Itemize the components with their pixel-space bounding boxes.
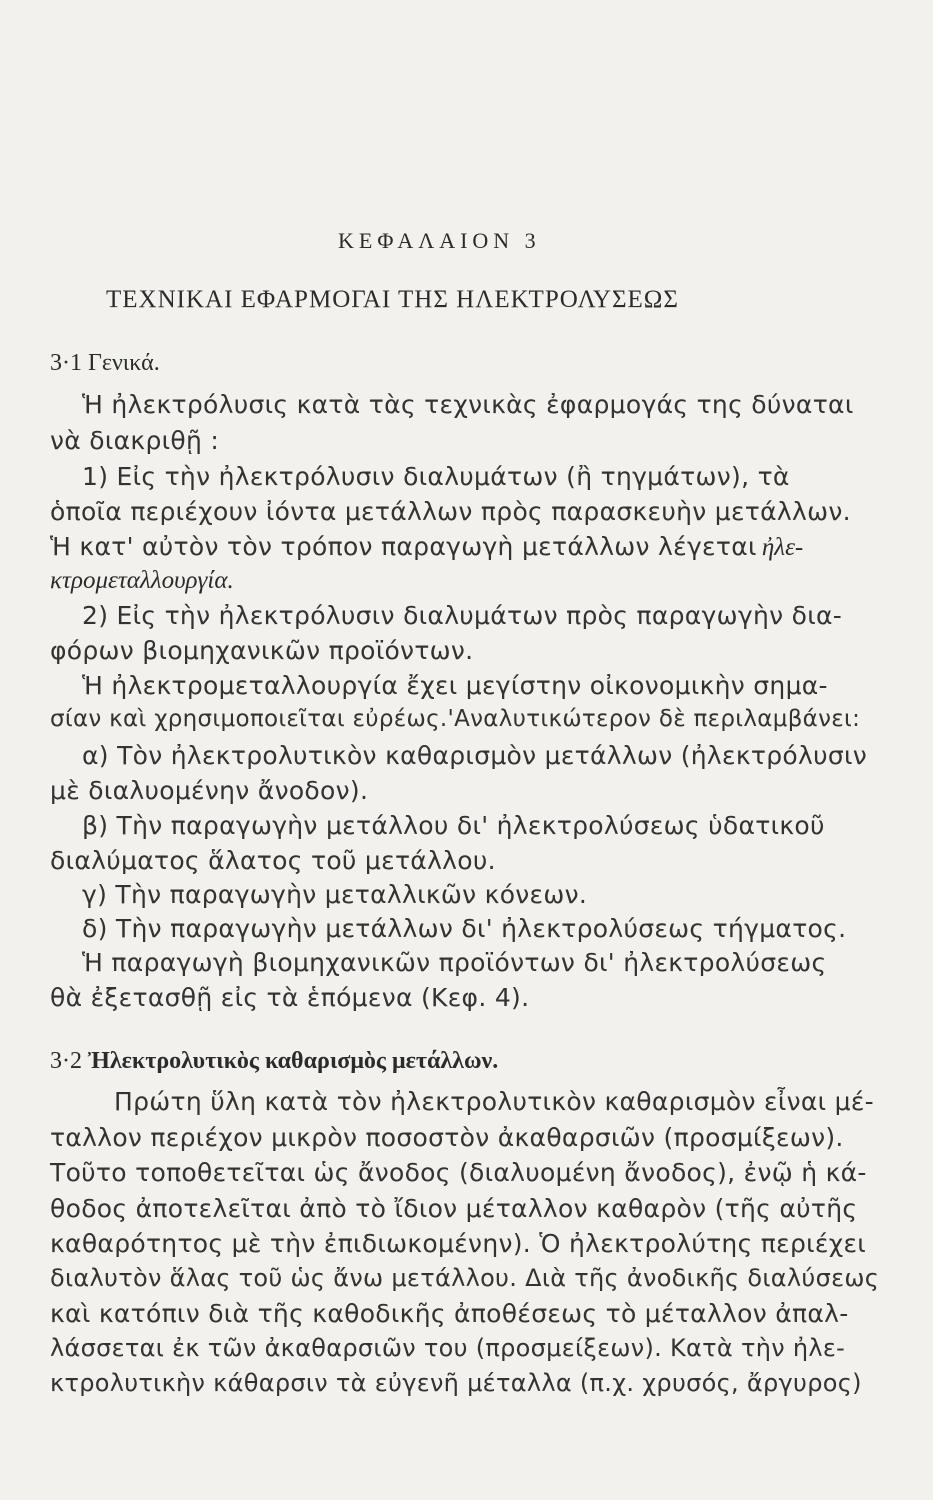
paragraph-line: Τοῦτο τοποθετεῖται ὡς ἄνοδος (διαλυομένη ἄνοδος), ἐνῷ ἡ κά-: [50, 1158, 867, 1187]
paragraph-line: λάσσεται ἐκ τῶν ἀκαθαρσιῶν του (προσμείξεων). Κατὰ τὴν ἠλε-: [50, 1334, 846, 1362]
paragraph-line: 1) Εἰς τὴν ἠλεκτρόλυσιν διαλυμάτων (ἢ τηγμάτων), τὰ: [82, 462, 790, 491]
italic-term-continued: κτρομεταλλουργία.: [50, 567, 234, 594]
paragraph-line: α) Τὸν ἠλεκτρολυτικὸν καθαρισμὸν μετάλλων (ἠλεκτρόλυσιν: [82, 741, 868, 770]
paragraph-line: διαλυτὸν ἅλας τοῦ ὡς ἄνω μετάλλου. Διὰ τῆς ἀνοδικῆς διαλύσεως: [50, 1264, 880, 1292]
chapter-title: ΤΕΧΝΙΚΑΙ ΕΦΑΡΜΟΓΑΙ ΤΗΣ ΗΛΕΚΤΡΟΛΥΣΕΩΣ: [106, 286, 679, 313]
section-2-heading: [50, 1048, 498, 1075]
italic-term: ἠλε-: [761, 534, 804, 561]
paragraph-line: καὶ κατόπιν διὰ τῆς καθοδικῆς ἀποθέσεως τὸ μέταλλον ἀπαλ-: [50, 1299, 849, 1328]
paragraph-line: β) Τὴν παραγωγὴν μετάλλου δι' ἠλεκτρολύσεως ὑδατικοῦ: [82, 811, 825, 840]
paragraph-line: μὲ διαλυομένην ἄνοδον).: [50, 776, 369, 805]
paragraph-line: γ) Τὴν παραγωγὴν μεταλλικῶν κόνεων.: [82, 880, 588, 909]
paragraph-line: νὰ διακριθῇ :: [50, 426, 220, 455]
paragraph-line: Ἡ ἠλεκτρομεταλλουργία ἔχει μεγίστην οἰκονομικὴν σημα-: [82, 671, 828, 700]
section-1-heading: [50, 350, 160, 377]
paragraph-line: Πρώτη ὕλη κατὰ τὸν ἠλεκτρολυτικὸν καθαρισμὸν εἶναι μέ-: [114, 1087, 874, 1116]
paragraph-line: Ἡ παραγωγὴ βιομηχανικῶν προϊόντων δι' ἠλεκτρολύσεως: [82, 948, 827, 977]
paragraph-line: ὁποῖα περιέχουν ἰόντα μετάλλων πρὸς παρασκευὴν μετάλλων.: [50, 497, 851, 526]
section-2-title: Ἠλεκτρολυτικὸς καθαρισμὸς μετάλλων.: [88, 1048, 499, 1074]
paragraph-line: 2) Εἰς τὴν ἠλεκτρόλυσιν διαλυμάτων πρὸς παραγωγὴν δια-: [82, 601, 843, 630]
section-2-number: 3·2: [50, 1048, 82, 1074]
paragraph-line: φόρων βιομηχανικῶν προϊόντων.: [50, 636, 474, 665]
section-1-number: 3·1: [50, 350, 82, 376]
paragraph-line: Ἡ ἠλεκτρόλυσις κατὰ τὰς τεχνικὰς ἐφαρμογάς της δύναται: [82, 390, 854, 419]
paragraph-line: δ) Τὴν παραγωγὴν μετάλλων δι' ἠλεκτρολύσεως τήγματος.: [82, 914, 847, 943]
chapter-label: ΚΕΦΑΛΑΙΟΝ 3: [338, 228, 541, 253]
paragraph-line: κτρολυτικὴν κάθαρσιν τὰ εὐγενῆ μέταλλα (π.χ. χρυσός, ἄργυρος): [50, 1369, 862, 1397]
section-1-title: Γενικά.: [88, 350, 160, 376]
line-text: Ἡ κατ' αὐτὸν τὸν τρόπον παραγωγὴ μετάλλων λέγεται: [50, 532, 757, 561]
paragraph-line: διαλύματος ἅλατος τοῦ μετάλλου.: [50, 846, 496, 875]
paragraph-line: σίαν καὶ χρησιμοποιεῖται εὐρέως.'Αναλυτικώτερον δὲ περιλαμβάνει:: [50, 706, 861, 732]
paragraph-line: ταλλον περιέχον μικρὸν ποσοστὸν ἀκαθαρσιῶν (προσμίξεων).: [50, 1123, 844, 1152]
paragraph-line: θοδος ἀποτελεῖται ἀπὸ τὸ ἴδιον μέταλλον καθαρὸν (τῆς αὐτῆς: [50, 1194, 858, 1223]
paragraph-line: θὰ ἐξετασθῇ εἰς τὰ ἑπόμενα (Κεφ. 4).: [50, 983, 530, 1012]
paragraph-line: καθαρότητος μὲ τὴν ἐπιδιωκομένην). Ὁ ἠλεκτρολύτης περιέχει: [50, 1229, 867, 1258]
paragraph-line: [50, 532, 803, 562]
